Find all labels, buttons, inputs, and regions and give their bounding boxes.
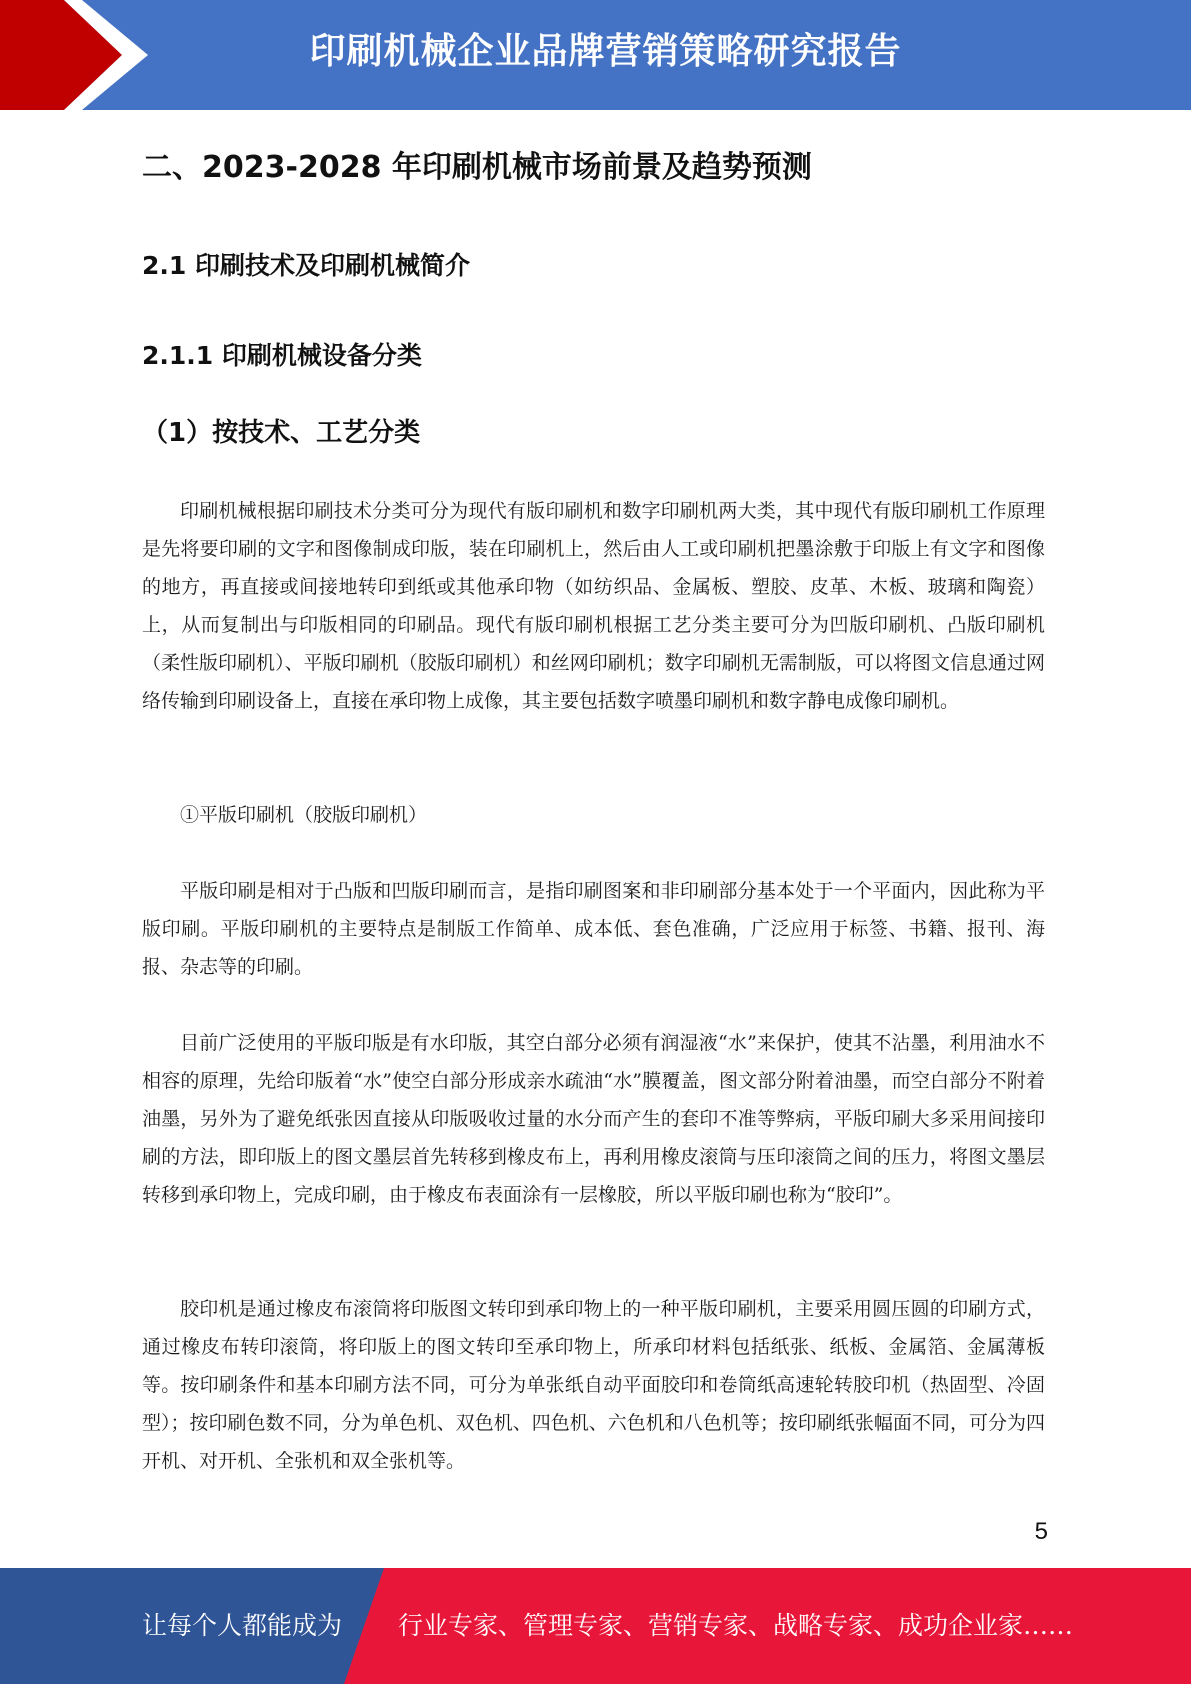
paragraph-planographic-printing: 平版印刷是相对于凸版和凹版印刷而言，是指印刷图案和非印刷部分基本处于一个平面内，因此称为平版印刷。平版印刷机的主要特点是制版工作简单、成本低、套色准确，广泛应用于标签、书籍、报刊、海报、杂志等的印刷。 [142,880,1045,978]
header-banner [0,0,1191,110]
footer-slogan-right: 行业专家、管理专家、营销专家、战略专家、成功企业家…… [398,1611,1074,1640]
report-title: 印刷机械企业品牌营销策略研究报告 [309,31,902,72]
footer-banner [0,1568,1191,1684]
section-heading: 2.1 印刷技术及印刷机械简介 [142,251,470,280]
paragraph-water-plate: 目前广泛使用的平版印版是有水印版，其空白部分必须有润湿液“水”来保护，使其不沾墨，利用油水不相容的原理，先给印版着“水”使空白部分形成亲水疏油“水”膜覆盖，图文部分附着油墨，而空白部分不附着油墨，另外为了避免纸张因直接从印版吸收过量的水分而产生的套印不准等弊病，平版印刷大多采用间接印刷的方法，即印版上的图文墨层首先转移到橡皮布上，再利用橡皮滚筒与压印滚筒之间的压力，将图文墨层转移到承印物上，完成印刷，由于橡皮布表面涂有一层橡胶，所以平版印刷也称为“胶印”。 [142,1032,1045,1206]
subheading-offset-press: ①平版印刷机（胶版印刷机） [180,804,428,826]
category-heading: （1）按技术、工艺分类 [142,418,421,448]
footer-slogan-left: 让每个人都能成为 [142,1611,343,1640]
chapter-heading: 二、2023-2028 年印刷机械市场前景及趋势预测 [142,150,812,185]
paragraph-printing-classification: 印刷机械根据印刷技术分类可分为现代有版印刷机和数字印刷机两大类，其中现代有版印刷机工作原理是先将要印刷的文字和图像制成印版，装在印刷机上，然后由人工或印刷机把墨涂敷于印版上有文字和图像的地方，再直接或间接地转印到纸或其他承印物（如纺织品、金属板、塑胶、皮革、木板、玻璃和陶瓷）上，从而复制出与印版相同的印刷品。现代有版印刷机根据工艺分类主要可分为凹版印刷机、凸版印刷机（柔性版印刷机）、平版印刷机（胶版印刷机）和丝网印刷机；数字印刷机无需制版，可以将图文信息通过网络传输到印刷设备上，直接在承印物上成像，其主要包括数字喷墨印刷机和数字静电成像印刷机。 [142,500,1045,712]
page-number: 5 [1034,1518,1048,1545]
subsection-heading: 2.1.1 印刷机械设备分类 [142,341,422,370]
paragraph-offset-press: 胶印机是通过橡皮布滚筒将印版图文转印到承印物上的一种平版印刷机，主要采用圆压圆的印刷方式，通过橡皮布转印滚筒，将印版上的图文转印至承印物上，所承印材料包括纸张、纸板、金属箔、金属薄板等。按印刷条件和基本印刷方法不同，可分为单张纸自动平面胶印和卷筒纸高速轮转胶印机（热固型、冷固型）；按印刷色数不同，分为单色机、双色机、四色机、六色机和八色机等；按印刷纸张幅面不同，可分为四开机、对开机、全张机和双全张机等。 [142,1298,1045,1472]
